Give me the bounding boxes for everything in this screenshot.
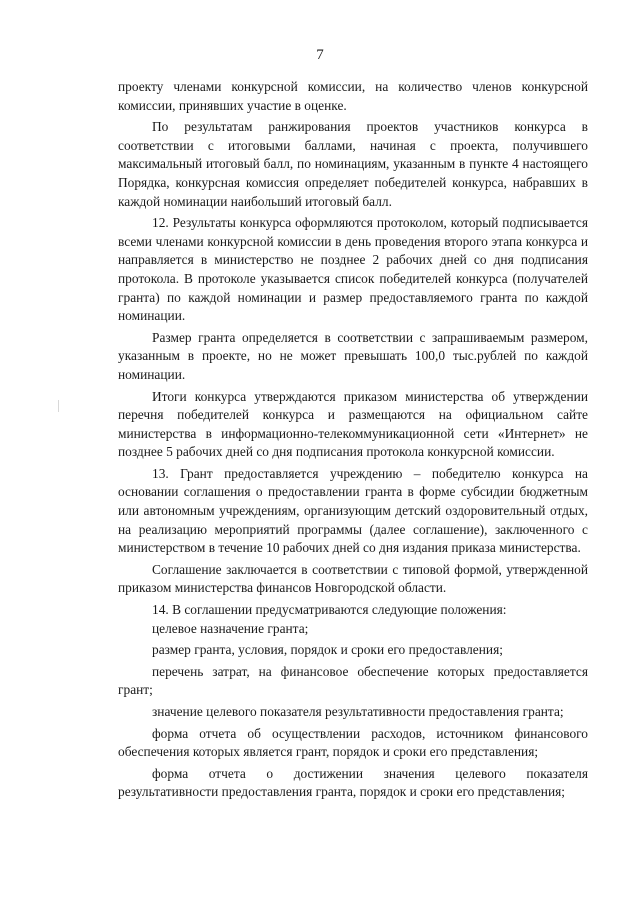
list-item-expense-report: форма отчета об осуществлении расходов, источником финансового обеспечения которых является грант, порядок и сроки его представления; — [118, 725, 588, 760]
paragraph-item-12: 12. Результаты конкурса оформляются протоколом, который подписывается всеми членами конкурсной комиссии в день проведения второго этапа конкурса и направляется в министерство не позднее 2 рабочих дней со дня подписания протокола. В протоколе указывается список победителей конкурса (получателей гранта) по каждой номинации и размер предоставляемого гранта по каждой номинации. — [118, 215, 588, 324]
paragraph-item-13: 13. Грант предоставляется учреждению – победителю конкурса на основании соглашения о предоставлении гранта в форме субсидии бюджетным или автономным учреждениям, организующим детский оздоровительный отдых, на реализацию мероприятий программы (далее соглашение), заключенного с министерством в течение 10 рабочих дней со дня издания приказа министерства. — [118, 465, 588, 556]
paragraph-results: Итоги конкурса утверждаются приказом министерства об утверждении перечня победителей конкурса и размещаются на официальном сайте министерства в информационно-телекоммуникационной сети «Интернет» не позднее 5 рабочих дней со дня подписания протокола конкурсной комиссии. — [118, 388, 588, 460]
page-number: 7 — [316, 47, 324, 63]
scan-artifact — [58, 400, 59, 412]
paragraph-agreement: Соглашение заключается в соответствии с типовой формой, утвержденной приказом министерства финансов Новгородской области. — [118, 561, 588, 596]
list-item-achievement-report: форма отчета о достижении значения целевого показателя результативности предоставления гранта, порядок и сроки его представления; — [118, 765, 588, 800]
list-item-target-value: значение целевого показателя результативности предоставления гранта; — [152, 704, 564, 719]
paragraph-item-14: 14. В соглашении предусматриваются следующие положения: — [152, 602, 507, 618]
paragraph-continuation: проекту членами конкурсной комиссии, на количество членов конкурсной комиссии, принявших участие в оценке. — [118, 79, 588, 113]
list-item-purpose: целевое назначение гранта; — [152, 620, 309, 636]
document-body — [118, 78, 588, 802]
list-item-size-terms: размер гранта, условия, порядок и сроки его предоставления; — [152, 642, 503, 658]
paragraph-ranking: По результатам ранжирования проектов участников конкурса в соответствии с итоговыми баллами, начиная с проекта, получившего максимальный итоговый балл, по номинациям, указанным в пункте 4 настоящего Порядка, конкурсная комиссия определяет победителей конкурса, набравших в каждой номинации наибольший итоговый балл. — [118, 119, 588, 209]
list-item-costs: перечень затрат, на финансовое обеспечение которых предоставляется грант; — [118, 663, 588, 698]
paragraph-grant-size: Размер гранта определяется в соответствии с запрашиваемым размером, указанным в проекте, но не может превышать 100,0 тыс.рублей по каждой номинации. — [118, 329, 588, 382]
